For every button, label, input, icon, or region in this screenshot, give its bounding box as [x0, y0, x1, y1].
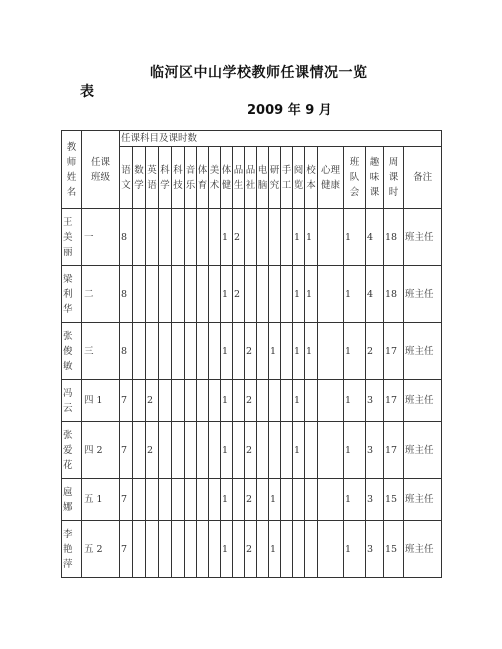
value-cell: 17	[384, 380, 404, 422]
table-row	[62, 521, 442, 578]
header-subject-13: 手工	[281, 147, 293, 209]
value-cell: 4	[366, 266, 384, 323]
value-cell: 7	[120, 380, 133, 422]
value-cell: 18	[384, 266, 404, 323]
header-subject-18: 趣味课	[366, 147, 384, 209]
value-cell: 1	[269, 479, 281, 521]
value-cell	[257, 521, 269, 578]
value-cell	[159, 380, 172, 422]
value-cell: 班主任	[404, 209, 442, 266]
value-cell	[269, 209, 281, 266]
header-subject-1: 数学	[133, 147, 146, 209]
value-cell	[172, 521, 185, 578]
value-cell	[281, 422, 293, 479]
value-cell	[133, 380, 146, 422]
value-cell	[257, 266, 269, 323]
value-cell	[318, 380, 344, 422]
value-cell: 1	[221, 521, 233, 578]
header-row-subjects	[62, 147, 442, 209]
value-cell: 1	[344, 479, 366, 521]
header-subject-10: 品社	[245, 147, 257, 209]
value-cell: 3	[366, 521, 384, 578]
header-subject-15: 校本	[305, 147, 318, 209]
value-cell	[269, 266, 281, 323]
value-cell: 1	[305, 209, 318, 266]
value-cell	[172, 266, 185, 323]
value-cell: 2	[245, 422, 257, 479]
document-date: 2009 年 9 月	[247, 103, 332, 118]
value-cell: 1	[344, 209, 366, 266]
value-cell	[146, 323, 159, 380]
header-subject-14: 阅览	[293, 147, 305, 209]
value-cell: 1	[344, 380, 366, 422]
value-cell: 1	[269, 521, 281, 578]
value-cell: 1	[305, 266, 318, 323]
value-cell	[185, 323, 197, 380]
header-subject-5: 音乐	[185, 147, 197, 209]
header-subject-19: 周课时	[384, 147, 404, 209]
value-cell	[185, 380, 197, 422]
header-subject-2: 英语	[146, 147, 159, 209]
header-subject-16: 心理健康	[318, 147, 344, 209]
value-cell	[133, 323, 146, 380]
value-cell: 班主任	[404, 380, 442, 422]
value-cell: 8	[120, 266, 133, 323]
value-cell: 17	[384, 422, 404, 479]
value-cell: 班主任	[404, 479, 442, 521]
value-cell	[245, 209, 257, 266]
value-cell	[197, 479, 209, 521]
value-cell	[281, 323, 293, 380]
value-cell: 4	[366, 209, 384, 266]
value-cell	[133, 209, 146, 266]
value-cell	[281, 266, 293, 323]
value-cell	[172, 323, 185, 380]
value-cell: 2	[146, 380, 159, 422]
header-subject-0: 语文	[120, 147, 133, 209]
value-cell	[281, 209, 293, 266]
value-cell: 1	[293, 422, 305, 479]
value-cell	[233, 323, 245, 380]
value-cell: 3	[366, 380, 384, 422]
header-row-top	[62, 131, 442, 147]
value-cell: 班主任	[404, 521, 442, 578]
value-cell: 1	[221, 323, 233, 380]
value-cell	[159, 422, 172, 479]
value-cell: 1	[293, 266, 305, 323]
value-cell	[269, 380, 281, 422]
value-cell	[146, 479, 159, 521]
value-cell	[209, 323, 221, 380]
header-subject-11: 电脑	[257, 147, 269, 209]
value-cell	[133, 266, 146, 323]
teacher-name-cell: 张俊敏	[62, 323, 82, 380]
value-cell	[281, 479, 293, 521]
value-cell	[257, 323, 269, 380]
value-cell	[133, 479, 146, 521]
value-cell	[209, 521, 221, 578]
value-cell: 1	[305, 323, 318, 380]
value-cell	[133, 521, 146, 578]
value-cell: 2	[245, 380, 257, 422]
value-cell	[172, 422, 185, 479]
value-cell	[233, 380, 245, 422]
value-cell: 1	[293, 209, 305, 266]
value-cell: 1	[344, 266, 366, 323]
teacher-name-cell: 张爱花	[62, 422, 82, 479]
value-cell	[172, 380, 185, 422]
document-title: 临河区中山学校教师任课情况一览	[150, 65, 368, 81]
value-cell: 2	[245, 479, 257, 521]
value-cell: 班主任	[404, 422, 442, 479]
value-cell: 8	[120, 323, 133, 380]
value-cell: 7	[120, 479, 133, 521]
value-cell: 1	[344, 521, 366, 578]
value-cell	[159, 323, 172, 380]
value-cell: 1	[221, 266, 233, 323]
value-cell	[318, 521, 344, 578]
value-cell: 3	[366, 479, 384, 521]
value-cell	[293, 479, 305, 521]
value-cell: 1	[221, 380, 233, 422]
value-cell: 1	[344, 422, 366, 479]
value-cell: 15	[384, 479, 404, 521]
value-cell	[281, 521, 293, 578]
value-cell	[172, 209, 185, 266]
value-cell: 17	[384, 323, 404, 380]
value-cell: 1	[293, 380, 305, 422]
class-cell: 四 2	[82, 422, 120, 479]
header-subject-17: 班队会	[344, 147, 366, 209]
teacher-name-cell: 扈娜	[62, 479, 82, 521]
table-row	[62, 323, 442, 380]
value-cell: 2	[366, 323, 384, 380]
value-cell	[305, 422, 318, 479]
value-cell	[318, 479, 344, 521]
value-cell	[146, 266, 159, 323]
value-cell	[318, 266, 344, 323]
value-cell: 1	[221, 209, 233, 266]
value-cell	[318, 422, 344, 479]
class-cell: 三	[82, 323, 120, 380]
table-row	[62, 266, 442, 323]
value-cell	[281, 380, 293, 422]
value-cell	[305, 521, 318, 578]
value-cell: 1	[293, 323, 305, 380]
class-cell: 五 1	[82, 479, 120, 521]
value-cell: 3	[366, 422, 384, 479]
table-row	[62, 380, 442, 422]
value-cell: 2	[245, 323, 257, 380]
header-subject-4: 科技	[172, 147, 185, 209]
teacher-name-cell: 王美丽	[62, 209, 82, 266]
value-cell	[293, 521, 305, 578]
table-row	[62, 209, 442, 266]
class-cell: 二	[82, 266, 120, 323]
value-cell	[233, 521, 245, 578]
value-cell	[209, 266, 221, 323]
value-cell	[318, 323, 344, 380]
value-cell	[305, 479, 318, 521]
value-cell	[257, 479, 269, 521]
value-cell	[305, 380, 318, 422]
value-cell: 2	[233, 266, 245, 323]
value-cell	[257, 422, 269, 479]
value-cell: 1	[269, 323, 281, 380]
class-cell: 一	[82, 209, 120, 266]
value-cell	[318, 209, 344, 266]
table-row	[62, 479, 442, 521]
value-cell	[209, 479, 221, 521]
value-cell: 2	[146, 422, 159, 479]
value-cell	[257, 380, 269, 422]
value-cell	[146, 209, 159, 266]
value-cell	[146, 521, 159, 578]
value-cell	[159, 521, 172, 578]
value-cell	[197, 266, 209, 323]
teacher-name-cell: 梁利华	[62, 266, 82, 323]
value-cell	[159, 266, 172, 323]
value-cell	[185, 422, 197, 479]
value-cell: 1	[221, 422, 233, 479]
value-cell: 1	[221, 479, 233, 521]
document-title-continued: 表	[80, 84, 94, 100]
value-cell	[159, 209, 172, 266]
class-cell: 四 1	[82, 380, 120, 422]
value-cell	[197, 380, 209, 422]
value-cell	[233, 479, 245, 521]
value-cell: 8	[120, 209, 133, 266]
value-cell: 18	[384, 209, 404, 266]
header-subject-9: 品生	[233, 147, 245, 209]
teacher-name-cell: 冯云	[62, 380, 82, 422]
value-cell	[197, 323, 209, 380]
value-cell	[257, 209, 269, 266]
header-class: 任课班级	[82, 131, 120, 209]
value-cell: 7	[120, 422, 133, 479]
value-cell	[159, 479, 172, 521]
value-cell: 2	[245, 521, 257, 578]
header-subject-20: 备注	[404, 147, 442, 209]
value-cell: 1	[344, 323, 366, 380]
header-subject-7: 美术	[209, 147, 221, 209]
value-cell	[185, 521, 197, 578]
value-cell	[185, 209, 197, 266]
header-subject-3: 科学	[159, 147, 172, 209]
value-cell	[209, 209, 221, 266]
value-cell	[172, 479, 185, 521]
value-cell	[197, 209, 209, 266]
header-teacher-name: 教师姓名	[62, 131, 82, 209]
value-cell	[197, 422, 209, 479]
teacher-name-cell: 李艳萍	[62, 521, 82, 578]
value-cell: 2	[233, 209, 245, 266]
value-cell: 班主任	[404, 323, 442, 380]
header-subject-12: 研究	[269, 147, 281, 209]
value-cell	[185, 479, 197, 521]
header-subject-8: 体健	[221, 147, 233, 209]
header-subjects-group: 任课科目及课时数	[120, 131, 442, 147]
teacher-schedule-table	[61, 130, 442, 578]
value-cell	[197, 521, 209, 578]
value-cell	[245, 266, 257, 323]
header-subject-6: 体育	[197, 147, 209, 209]
value-cell	[133, 422, 146, 479]
value-cell	[209, 422, 221, 479]
value-cell: 7	[120, 521, 133, 578]
value-cell	[269, 422, 281, 479]
value-cell	[185, 266, 197, 323]
value-cell	[209, 380, 221, 422]
class-cell: 五 2	[82, 521, 120, 578]
value-cell	[233, 422, 245, 479]
value-cell: 班主任	[404, 266, 442, 323]
table-row	[62, 422, 442, 479]
value-cell: 15	[384, 521, 404, 578]
